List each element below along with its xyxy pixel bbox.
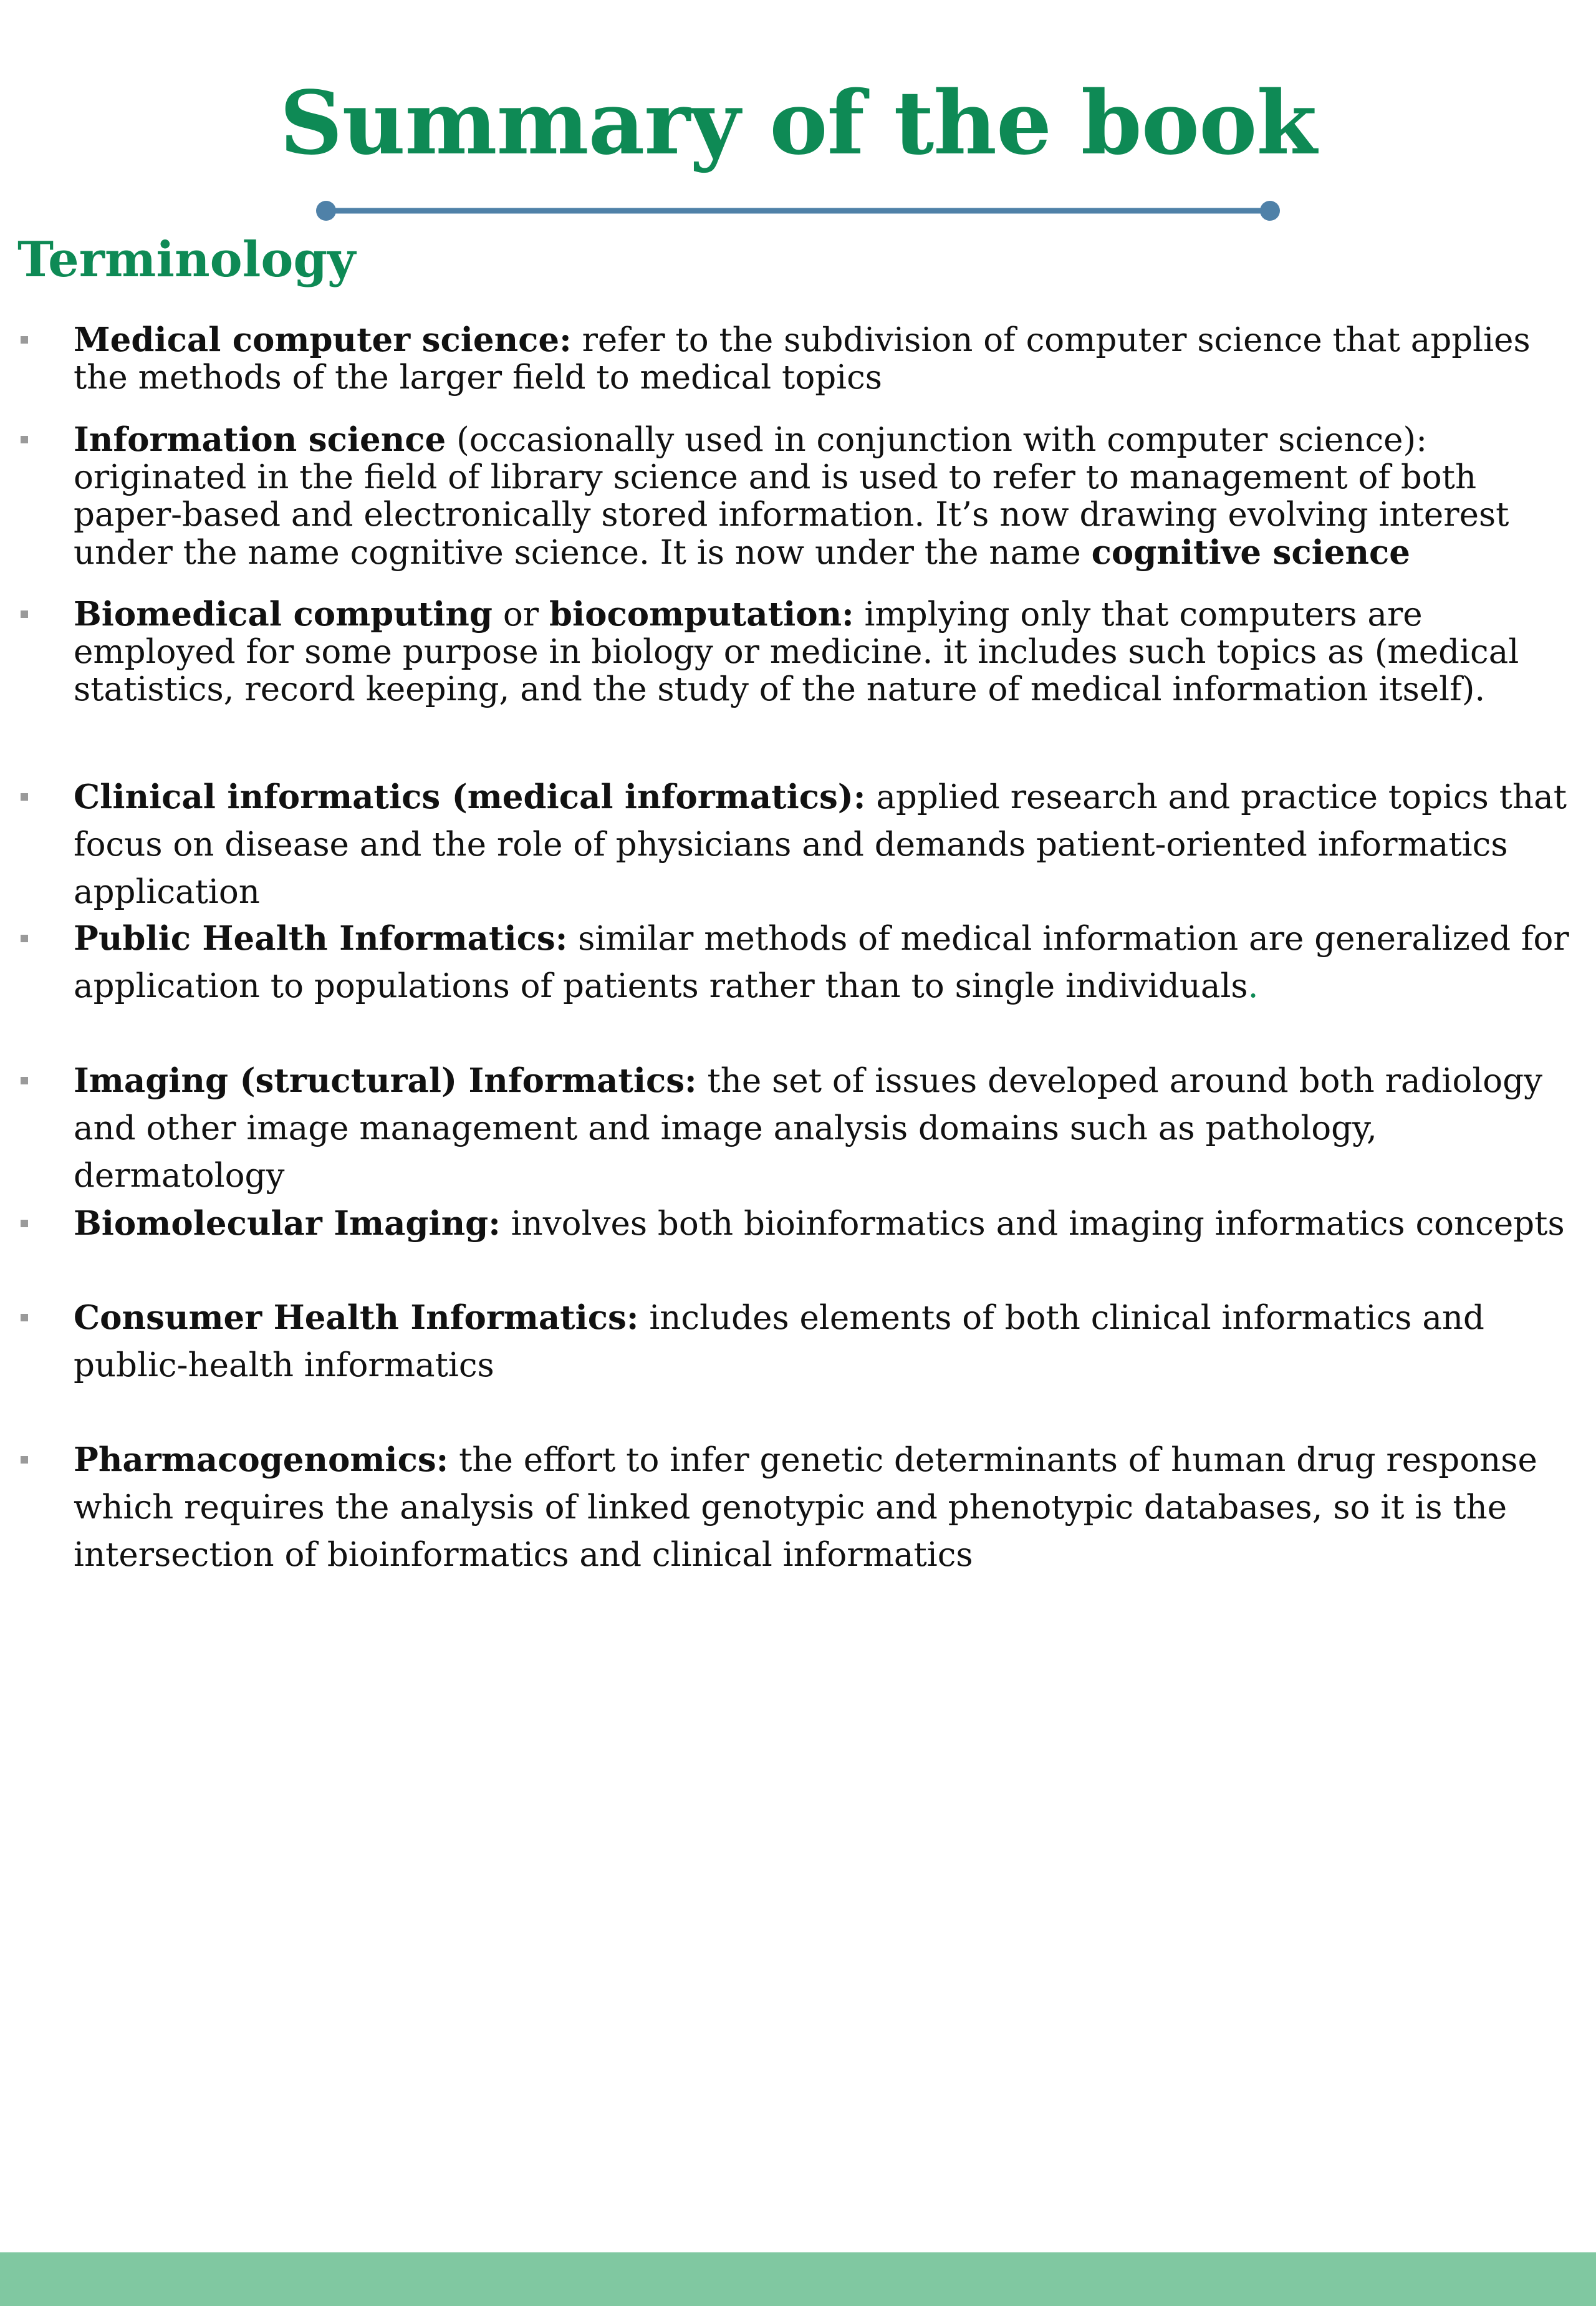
term-name-alt: biocomputation: bbox=[549, 595, 854, 634]
page-title: Summary of the book bbox=[279, 72, 1317, 175]
term-item bbox=[74, 596, 1570, 708]
term-description: implying only that computers are employed for some purpose in biology or medicine. it includes such topics as (medical statistics, record keeping, and the study of the nature of medical information itself). bbox=[74, 596, 1519, 708]
term-item bbox=[74, 421, 1570, 572]
term-item bbox=[74, 1200, 1570, 1248]
bullet-icon bbox=[21, 793, 28, 801]
term-description: the set of issues developed around both radiology and other image management and image analysis domains such as pathology, dermatology bbox=[74, 1062, 1543, 1195]
term-end-mark: . bbox=[1247, 967, 1259, 1005]
term-description: refer to the subdivision of computer science that applies the methods of the larger field to medical topics bbox=[74, 321, 1531, 397]
bullet-icon bbox=[21, 1077, 28, 1084]
term-description: includes elements of both clinical informatics and public-health informatics bbox=[74, 1299, 1484, 1384]
term-item bbox=[74, 915, 1570, 1010]
bullet-icon bbox=[21, 1220, 28, 1227]
term-item bbox=[74, 321, 1570, 397]
bullet-icon bbox=[21, 336, 28, 344]
term-description: involves both bioinformatics and imaging informatics concepts bbox=[511, 1205, 1565, 1243]
term-item bbox=[74, 773, 1570, 916]
term-joiner: or bbox=[502, 596, 539, 634]
term-name: Imaging (structural) Informatics: bbox=[74, 1061, 697, 1100]
term-item bbox=[74, 1057, 1570, 1200]
term-name: Biomedical computing bbox=[74, 595, 493, 634]
divider-dot-right bbox=[1260, 201, 1280, 221]
footer-band bbox=[0, 2252, 1596, 2306]
term-name: Consumer Health Informatics: bbox=[74, 1298, 639, 1337]
bullet-icon bbox=[21, 436, 28, 443]
term-name: Biomolecular Imaging: bbox=[74, 1204, 501, 1243]
term-description: applied research and practice topics that focus on disease and the role of physicians and demands patient-oriented informatics application bbox=[74, 778, 1567, 911]
term-name: Clinical informatics (medical informatics): bbox=[74, 778, 866, 816]
term-item bbox=[74, 1294, 1570, 1389]
term-name: Medical computer science: bbox=[74, 321, 572, 359]
term-description: the effort to infer genetic determinants of human drug response which requires the analysis of linked genotypic and phenotypic databases, so it is the intersection of bioinformatics and clinical informatics bbox=[74, 1441, 1537, 1574]
section-heading: Terminology bbox=[17, 231, 356, 288]
term-name-end: cognitive science bbox=[1091, 533, 1411, 572]
bullet-icon bbox=[21, 610, 28, 618]
term-item bbox=[74, 1436, 1570, 1579]
term-description: similar methods of medical information are generalized for application to populations of patients rather than to single individuals bbox=[74, 920, 1569, 1005]
term-name: Public Health Informatics: bbox=[74, 919, 568, 958]
term-description: (occasionally used in conjunction with computer science): originated in the field of library science and is used to refer to management of both paper-based and electronically stored information. It’s now drawing evolving interest under the name cognitive science. It is now under the name bbox=[74, 421, 1509, 572]
term-name: Information science bbox=[74, 420, 446, 459]
bullet-icon bbox=[21, 935, 28, 942]
term-name: Pharmacogenomics: bbox=[74, 1440, 449, 1479]
title-divider bbox=[315, 200, 1281, 222]
bullet-icon bbox=[21, 1456, 28, 1464]
divider-dot-left bbox=[316, 201, 336, 221]
bullet-icon bbox=[21, 1314, 28, 1321]
